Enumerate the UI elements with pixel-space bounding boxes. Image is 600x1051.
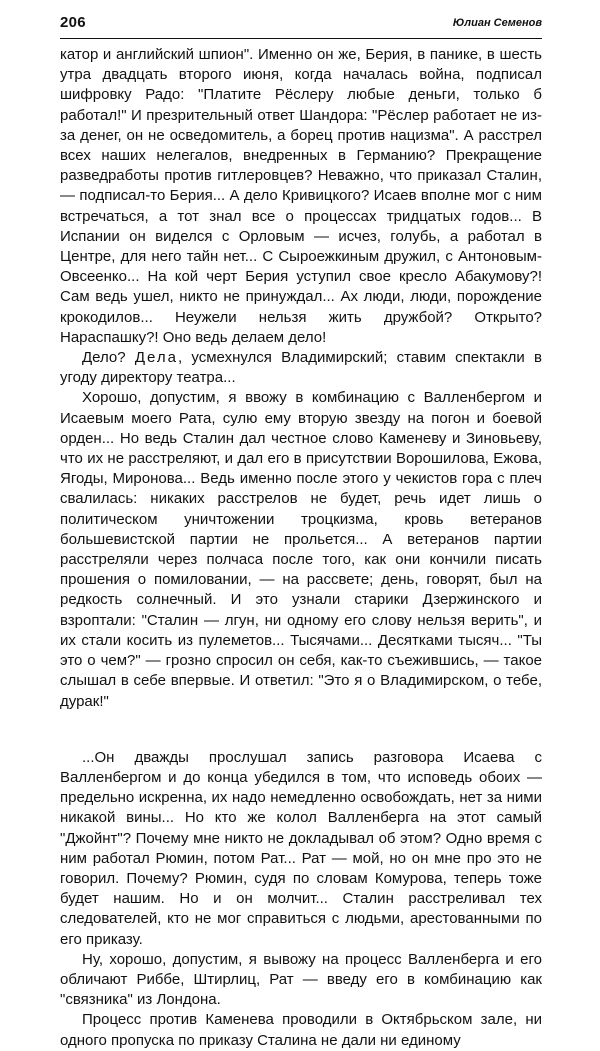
dialog-lead: Дело? xyxy=(82,349,135,367)
paragraph: Ну, хорошо, допустим, я вывожу на процесс Валленберга и его обличают Риббе, Штирлиц, Рат — введу его в комбинацию как "связника" из Лондона. xyxy=(60,950,542,1009)
paragraph xyxy=(60,348,542,388)
book-page xyxy=(60,12,542,1051)
paragraph: ...Он дважды прослушал запись разговора Исаева с Валленбергом и до конца убедился в том, что исповедь обоих — предельно искренна, их надо немедленно освобождать, нет за ними никакой вины... Но кто же колол Валленберга на этот самый "Джойнт"? Почему мне никто не докладывал об этом? Одно время с ним работал Рюмин, потом Рат... Рат — мой, но он мне про это не говорил. Почему? Рюмин, судя по словам Комурова, теперь тоже будет нашим. Но и он молчит... Сталин расстреливал тех следователей, кто не мог справиться с людьми, арестованными по его приказу. xyxy=(60,748,542,948)
section-break xyxy=(60,712,542,748)
dialog-emphasis: Дела xyxy=(134,349,178,367)
paragraph: Процесс против Каменева проводили в Октябрьском зале, ни одного пропуска по приказу Сталина не дали ни единому xyxy=(60,1011,542,1049)
paragraph: катор и английский шпион". Именно он же, Берия, в панике, в шесть утра двадцать второго июня, когда началась война, подписал шифровку Радо: "Платите Рёслеру любые деньги, только б работал!" И презрительный ответ Шандора: "Рёслер работает не из-за денег, он не осведомитель, а борец против нацизма". А расстрел всех наших нелегалов, внедренных в Германию? Прекращение разведработы против гитлеровцев? Неважно, что приказал Сталин, — подписал-то Берия... А дело Кривицкого? Исаев вполне мог с ним встречаться, а тот знал все о процессах тридцатых годов... В Испании он виделся с Орловым — исчез, голубь, а работал в Центре, для него тайн нет... С Сыроежкиным дружил, с Антоновым-Овсеенко... На кой черт Берия уступил свое кресло Абакумову?! Сам ведь ушел, никто не принуждал... Ах люди, люди, порождение крокодилов... Неужели нельзя жить дружбой? Открыто? Нараспашку?! Оно ведь делаем дело! xyxy=(60,46,542,346)
page-header xyxy=(60,12,542,39)
running-head-author: Юлиан Семенов xyxy=(452,17,542,29)
page-number: 206 xyxy=(60,14,86,31)
paragraph: Хорошо, допустим, я ввожу в комбинацию с Валленбергом и Исаевым моего Рата, сулю ему вторую звезду на погон и боевой орден... Но ведь Сталин дал честное слово Каменеву и Зиновьеву, что их не расстреляют, и дал его в присутствии Ворошилова, Ежова, Ягоды, Миронова... Ведь именно после этого у чекистов гора с плеч свалилась: никаких расстрелов не будет, речь идет лишь о политическом уничтожении троцкизма, кровь ветеранов большевистской партии не прольется... А ветеранов партии расстреляли через полчаса после того, как они кончили писать прошения о помиловании, — на рассвете; день, говорят, был на редкость солнечный. И это узнали старики Дзержинского и взроптали: "Сталин — лгун, ни одному его слову нельзя верить", и их стали косить из пулеметов... Тысячами... Десятками тысяч... "Ты это о чем?" — грозно спросил он себя, как-то съежившись, — такое слышал в себе впервые. И ответил: "Это я о Владимирском, о тебе, дурак!" xyxy=(60,389,542,710)
body-text xyxy=(60,45,542,1051)
dialog-rest: , усмехнулся Владимирский; ставим спектакли в угоду директору театра... xyxy=(60,349,542,387)
